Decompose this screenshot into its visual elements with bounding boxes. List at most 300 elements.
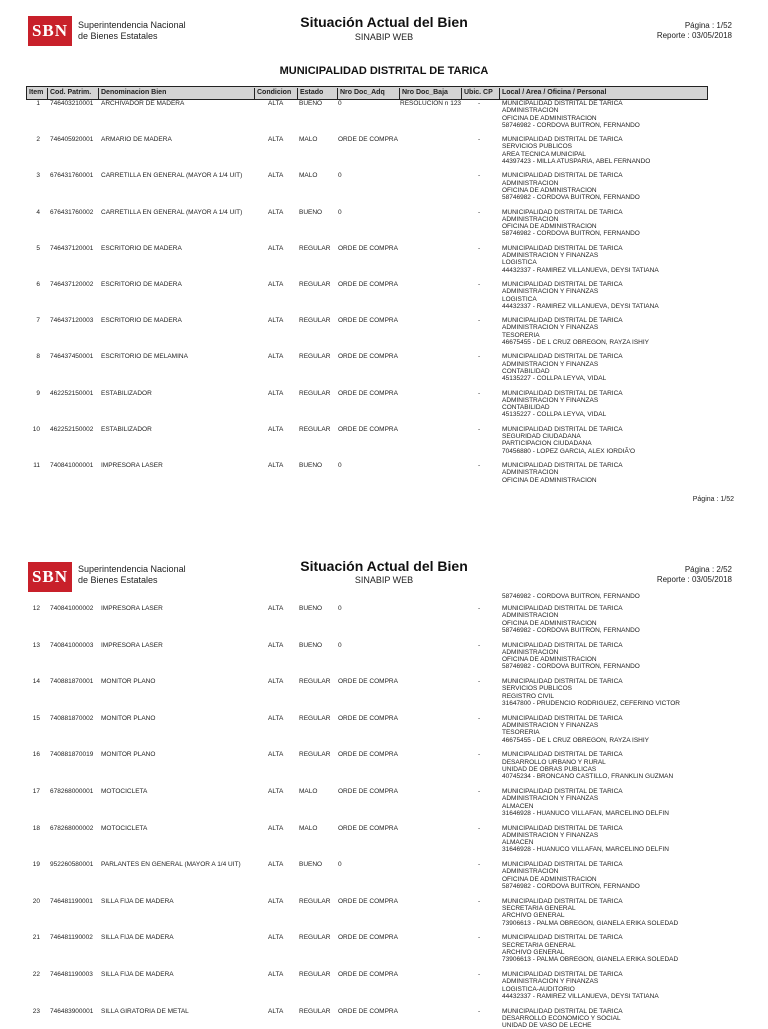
cell-local-area-oficina <box>502 934 707 963</box>
cell-doc-adq: ORDE DE COMPRA <box>338 897 398 905</box>
cell-cod-patrim: 746405920001 <box>50 136 94 144</box>
cell-condicion: ALTA <box>268 100 284 107</box>
col-ubic-cp: Ubic. CP <box>461 88 500 99</box>
cell-ubic-cp: - <box>478 281 481 288</box>
cell-cod-patrim: 746481190002 <box>50 934 93 942</box>
cell-ubic-cp: - <box>478 1007 481 1015</box>
cell-cod-patrim: 746437450001 <box>50 353 94 361</box>
cell-estado: REGULAR <box>299 897 331 905</box>
cell-doc-adq: ORDE DE COMPRA <box>338 317 398 325</box>
location-line: ALMACEN <box>502 802 534 810</box>
cell-denominacion: PARLANTES EN GENERAL (MAYOR A 1/4 UIT) <box>101 861 241 869</box>
cell-estado: MALO <box>299 136 318 144</box>
cell-denominacion: ESCRITORIO DE MELAMINA <box>101 353 188 361</box>
location-line: MUNICIPALIDAD DISTRITAL DE TARICA <box>502 824 623 832</box>
cell-condicion: ALTA <box>268 425 284 433</box>
location-line: 58746982 - CORDOVA BUITRON, FERNANDO <box>502 230 640 238</box>
cell-denominacion: ESCRITORIO DE MADERA <box>101 244 182 252</box>
cell-ubic-cp: - <box>478 100 481 107</box>
cell-ubic-cp: - <box>478 244 481 252</box>
location-line: ADMINISTRACION <box>502 868 559 876</box>
cell-cod-patrim: 678268000001 <box>50 788 94 795</box>
cell-doc-adq: ORDE DE COMPRA <box>338 136 398 144</box>
cell-denominacion: MONITOR PLANO <box>101 714 156 722</box>
location-line: ARCHIVO GENERAL <box>502 948 565 956</box>
institution-line-2: de Bienes Estatales <box>78 575 158 585</box>
location-line: ARCHIVO GENERAL <box>502 912 565 920</box>
cell-item-number: 1 <box>36 100 40 107</box>
cell-item-number: 9 <box>36 389 40 397</box>
location-line: 44432337 - RAMIREZ VILLANUEVA, DEYSI TATIANA <box>502 302 659 310</box>
cell-local-area-oficina <box>502 136 707 165</box>
cell-estado: REGULAR <box>299 281 331 288</box>
cell-local-area-oficina <box>502 1008 707 1029</box>
cell-doc-adq: 0 <box>338 605 342 612</box>
cell-local-area-oficina <box>502 426 707 455</box>
cell-doc-adq: 0 <box>338 100 342 107</box>
cell-estado: REGULAR <box>299 425 331 433</box>
location-line: MUNICIPALIDAD DISTRITAL DE TARICA <box>502 934 623 942</box>
cell-ubic-cp: - <box>478 714 481 722</box>
location-line: MUNICIPALIDAD DISTRITAL DE TARICA <box>502 1007 623 1015</box>
cell-condicion: ALTA <box>268 317 284 325</box>
location-line: 31647800 - PRUDENCIO RODRIGUEZ, CEFERINO VICTOR <box>502 700 680 708</box>
location-line: 58746982 - CORDOVA BUITRON, FERNANDO <box>502 883 640 891</box>
cell-doc-adq: ORDE DE COMPRA <box>338 714 398 722</box>
cell-denominacion: IMPRESORA LASER <box>101 641 163 649</box>
location-line: ADMINISTRACION <box>502 107 559 115</box>
cell-estado: REGULAR <box>299 934 331 942</box>
cell-condicion: ALTA <box>268 462 284 469</box>
cell-cod-patrim: 746437120003 <box>50 317 94 325</box>
cell-local-area-oficina <box>502 317 707 346</box>
cell-denominacion: SILLA FIJA DE MADERA <box>101 897 174 905</box>
institution-line-1: Superintendencia Nacional <box>78 564 186 574</box>
cell-doc-adq: ORDE DE COMPRA <box>338 971 398 978</box>
location-line: 31646928 - HUANUCO VILLAFAN, MARCELINO DELFIN <box>502 809 669 817</box>
location-line: 44432337 - RAMIREZ VILLANUEVA, DEYSI TATIANA <box>502 992 659 1000</box>
sbn-logo: SBN <box>28 16 72 46</box>
location-line: MUNICIPALIDAD DISTRITAL DE TARICA <box>502 897 623 905</box>
location-line: ADMINISTRACION Y FINANZAS <box>502 722 599 730</box>
cell-estado: REGULAR <box>299 389 331 397</box>
cell-condicion: ALTA <box>268 136 284 144</box>
location-line: MUNICIPALIDAD DISTRITAL DE TARICA <box>502 425 623 433</box>
location-line: OFICINA DE ADMINISTRACION <box>502 619 597 627</box>
location-line: MUNICIPALIDAD DISTRITAL DE TARICA <box>502 788 623 795</box>
location-line: 44432337 - RAMIREZ VILLANUEVA, DEYSI TATIANA <box>502 266 659 274</box>
location-line: MUNICIPALIDAD DISTRITAL DE TARICA <box>502 971 623 978</box>
cell-doc-adq: ORDE DE COMPRA <box>338 824 398 832</box>
location-line: 46675455 - DE L CRUZ OBREGON, RAYZA ISHIY <box>502 736 650 744</box>
cell-ubic-cp: - <box>478 788 481 795</box>
cell-local-area-oficina <box>502 462 707 484</box>
cell-cod-patrim: 952260580001 <box>50 861 94 869</box>
cell-denominacion: SILLA GIRATORIA DE METAL <box>101 1007 189 1015</box>
col-doc-baja: Nro Doc_Baja <box>399 88 461 99</box>
cell-item-number: 4 <box>36 208 40 216</box>
cell-doc-adq: 0 <box>338 172 342 180</box>
location-line: 58746982 - CORDOVA BUITRON, FERNANDO <box>502 663 640 671</box>
cell-estado: MALO <box>299 788 318 795</box>
cell-condicion: ALTA <box>268 389 284 397</box>
cell-local-area-oficina <box>502 715 707 744</box>
location-line: LOGISTICA-AUDITORIO <box>502 985 575 993</box>
location-line: TESORERIA <box>502 729 540 737</box>
cell-denominacion: CARRETILLA EN GENERAL (MAYOR A 1/4 UIT) <box>101 208 243 216</box>
location-line: CONTABILIDAD <box>502 404 550 412</box>
location-line: UNIDAD DE OBRAS PUBLICAS <box>502 765 597 773</box>
cell-cod-patrim: 746481190003 <box>50 971 93 978</box>
cell-doc-adq: 0 <box>338 462 342 469</box>
cell-estado: BUENO <box>299 100 323 107</box>
location-line: SERVICIOS PUBLICOS <box>502 685 572 693</box>
cell-local-area-oficina <box>502 390 707 419</box>
location-line: 58746982 - CORDOVA BUITRON, FERNANDO <box>502 626 640 634</box>
cell-cod-patrim: 740881870002 <box>50 714 94 722</box>
cell-denominacion: ARCHIVADOR DE MADERA <box>101 100 185 107</box>
cell-estado: REGULAR <box>299 971 331 978</box>
cell-item-number: 3 <box>36 172 40 180</box>
location-line: OFICINA DE ADMINISTRACION <box>502 114 597 122</box>
cell-denominacion: ESCRITORIO DE MADERA <box>101 317 182 325</box>
location-line: 73906613 - PALMA OBREGON, GIANELA ERIKA SOLEDAD <box>502 956 679 964</box>
location-line: LOGISTICA <box>502 295 537 303</box>
location-line: MUNICIPALIDAD DISTRITAL DE TARICA <box>502 100 623 107</box>
cell-denominacion: MONITOR PLANO <box>101 751 156 759</box>
cell-item-number: 8 <box>36 353 40 361</box>
cell-cod-patrim: 740841000001 <box>50 462 94 469</box>
cell-doc-adq: ORDE DE COMPRA <box>338 934 398 942</box>
cell-doc-adq: ORDE DE COMPRA <box>338 353 398 361</box>
location-line: ADMINISTRACION <box>502 469 559 477</box>
location-line: ADMINISTRACION Y FINANZAS <box>502 831 599 839</box>
col-item: Item <box>29 89 44 96</box>
location-line: PARTICIPACION CIUDADANA <box>502 440 592 448</box>
location-line: 45135227 - COLLPA LEYVA, VIDAL <box>502 411 607 419</box>
location-line: MUNICIPALIDAD DISTRITAL DE TARICA <box>502 136 623 144</box>
location-line: ADMINISTRACION <box>502 612 559 620</box>
cell-estado: BUENO <box>299 605 323 612</box>
location-line: SECRETARIA GENERAL <box>502 941 576 949</box>
cell-condicion: ALTA <box>268 244 284 252</box>
location-line: SECRETARIA GENERAL <box>502 905 576 913</box>
cell-cod-patrim: 746481190001 <box>50 897 93 905</box>
location-line: OFICINA DE ADMINISTRACION <box>502 656 597 664</box>
cell-denominacion: MOTOCICLETA <box>101 824 148 832</box>
cell-condicion: ALTA <box>268 934 284 942</box>
cell-condicion: ALTA <box>268 208 284 216</box>
cell-estado: MALO <box>299 172 318 180</box>
cell-doc-adq: 0 <box>338 208 342 216</box>
col-condicion: Condicion <box>254 88 298 99</box>
cell-estado: MALO <box>299 824 318 832</box>
cell-ubic-cp: - <box>478 317 481 325</box>
cell-denominacion: MONITOR PLANO <box>101 678 156 686</box>
table-header <box>26 86 708 100</box>
cell-denominacion: MOTOCICLETA <box>101 788 148 795</box>
cell-item-number: 22 <box>32 971 40 978</box>
location-line: 46675455 - DE L CRUZ OBREGON, RAYZA ISHIY <box>502 339 650 347</box>
cell-local-area-oficina <box>502 245 707 274</box>
institution-line-1: Superintendencia Nacional <box>78 20 186 30</box>
location-line: ADMINISTRACION Y FINANZAS <box>502 396 599 404</box>
report-subtitle: SINABIP WEB <box>354 32 414 42</box>
cell-item-number: 2 <box>36 136 40 144</box>
location-line: OFICINA DE ADMINISTRACION <box>502 186 597 194</box>
cell-cod-patrim: 462252150001 <box>50 389 94 397</box>
location-line: 45135227 - COLLPA LEYVA, VIDAL <box>502 375 607 383</box>
cell-cod-patrim: 740881870001 <box>50 678 94 686</box>
location-line: ADMINISTRACION Y FINANZAS <box>502 978 599 986</box>
cell-local-area-oficina <box>502 751 707 780</box>
cell-estado: BUENO <box>299 462 323 469</box>
cell-doc-adq: ORDE DE COMPRA <box>338 244 398 252</box>
cell-ubic-cp: - <box>478 605 481 612</box>
cell-cod-patrim: 676431760001 <box>50 172 94 180</box>
cell-local-area-oficina <box>502 281 707 310</box>
location-line: ADMINISTRACION <box>502 215 559 223</box>
col-local: Local / Area / Oficina / Personal <box>499 88 707 99</box>
location-line: OFICINA DE ADMINISTRACION <box>502 875 597 883</box>
location-line: ADMINISTRACION Y FINANZAS <box>502 252 599 260</box>
cell-condicion: ALTA <box>268 714 284 722</box>
location-line: 44397423 - MILLA ATUSPARIA, ABEL FERNANDO <box>502 158 651 166</box>
cell-item-number: 18 <box>32 824 40 832</box>
cell-condicion: ALTA <box>268 281 284 288</box>
cell-condicion: ALTA <box>268 824 284 832</box>
cell-doc-baja: RESOLUCION n 123 <box>400 100 462 107</box>
location-line: SERVICIOS PUBLICOS <box>502 143 572 151</box>
cell-denominacion: ESCRITORIO DE MADERA <box>101 281 182 288</box>
cell-ubic-cp: - <box>478 389 481 397</box>
cell-local-area-oficina <box>502 678 707 707</box>
cell-item-number: 14 <box>32 678 40 686</box>
report-date: Reporte : 03/05/2018 <box>656 31 732 40</box>
cell-estado: REGULAR <box>299 317 331 325</box>
location-line: REGISTRO CIVIL <box>502 692 555 700</box>
cell-ubic-cp: - <box>478 462 481 469</box>
cell-denominacion: IMPRESORA LASER <box>101 462 163 469</box>
location-line: MUNICIPALIDAD DISTRITAL DE TARICA <box>502 861 623 869</box>
cell-cod-patrim: 746437120002 <box>50 281 94 288</box>
institution-line-2: de Bienes Estatales <box>78 31 158 41</box>
location-line: UNIDAD DE VASO DE LECHE <box>502 1022 592 1029</box>
location-line: ADMINISTRACION Y FINANZAS <box>502 288 599 296</box>
page-number: Página : 2/52 <box>684 565 732 574</box>
location-line: MUNICIPALIDAD DISTRITAL DE TARICA <box>502 172 623 180</box>
cell-ubic-cp: - <box>478 172 481 180</box>
cell-cod-patrim: 462252150002 <box>50 425 94 433</box>
cell-condicion: ALTA <box>268 751 284 759</box>
cell-cod-patrim: 746403210001 <box>50 100 94 107</box>
cell-estado: BUENO <box>299 861 323 869</box>
location-line: MUNICIPALIDAD DISTRITAL DE TARICA <box>502 678 623 686</box>
cell-estado: REGULAR <box>299 1007 331 1015</box>
cell-cod-patrim: 676431760002 <box>50 208 94 216</box>
location-line: MUNICIPALIDAD DISTRITAL DE TARICA <box>502 714 623 722</box>
cell-doc-adq: ORDE DE COMPRA <box>338 425 398 433</box>
cell-local-area-oficina <box>502 100 707 129</box>
location-line: MUNICIPALIDAD DISTRITAL DE TARICA <box>502 208 623 216</box>
location-line: ADMINISTRACION <box>502 179 559 187</box>
cell-item-number: 6 <box>36 281 40 288</box>
location-line: MUNICIPALIDAD DISTRITAL DE TARICA <box>502 353 623 361</box>
location-line: 70456880 - LOPEZ GARCIA, ALEX IORDIÃ'O <box>502 447 636 455</box>
cell-ubic-cp: - <box>478 751 481 759</box>
location-line: LOGISTICA <box>502 259 537 267</box>
location-line: ADMINISTRACION Y FINANZAS <box>502 324 599 332</box>
location-line: DESARROLLO ECONOMICO Y SOCIAL <box>502 1014 621 1022</box>
cell-ubic-cp: - <box>478 136 481 144</box>
cell-ubic-cp: - <box>478 861 481 869</box>
cell-item-number: 20 <box>32 897 40 905</box>
cell-condicion: ALTA <box>268 788 284 795</box>
col-estado: Estado <box>297 88 339 99</box>
cell-condicion: ALTA <box>268 861 284 869</box>
cell-ubic-cp: - <box>478 934 481 942</box>
cell-doc-adq: ORDE DE COMPRA <box>338 678 398 686</box>
cell-denominacion: CARRETILLA EN GENERAL (MAYOR A 1/4 UIT) <box>101 172 243 180</box>
cell-item-number: 10 <box>32 425 40 433</box>
cell-estado: BUENO <box>299 208 323 216</box>
location-line: 40745234 - BRONCANO CASTILLO, FRANKLIN GUZMAN <box>502 773 674 781</box>
cell-item-number: 15 <box>32 714 40 722</box>
cell-local-area-oficina <box>502 788 707 817</box>
location-line: MUNICIPALIDAD DISTRITAL DE TARICA <box>502 244 623 252</box>
page-info <box>657 565 732 585</box>
cell-condicion: ALTA <box>268 897 284 905</box>
report-title: Situación Actual del Bien <box>300 558 468 574</box>
location-line: ADMINISTRACION Y FINANZAS <box>502 360 599 368</box>
continuation-line: 58746982 - CORDOVA BUITRON, FERNANDO <box>502 593 640 600</box>
location-line: MUNICIPALIDAD DISTRITAL DE TARICA <box>502 389 623 397</box>
cell-doc-adq: ORDE DE COMPRA <box>338 788 398 795</box>
location-line: MUNICIPALIDAD DISTRITAL DE TARICA <box>502 462 623 469</box>
cell-doc-adq: 0 <box>338 641 342 649</box>
cell-estado: REGULAR <box>299 714 331 722</box>
cell-ubic-cp: - <box>478 208 481 216</box>
cell-item-number: 5 <box>36 244 40 252</box>
cell-local-area-oficina <box>502 353 707 382</box>
cell-local-area-oficina <box>502 209 707 238</box>
location-line: 73906613 - PALMA OBREGON, GIANELA ERIKA SOLEDAD <box>502 919 679 927</box>
cell-cod-patrim: 740841000002 <box>50 605 94 612</box>
sbn-logo: SBN <box>28 562 72 592</box>
cell-ubic-cp: - <box>478 353 481 361</box>
location-line: 58746982 - CORDOVA BUITRON, FERNANDO <box>502 121 640 129</box>
cell-ubic-cp: - <box>478 425 481 433</box>
report-title: Situación Actual del Bien <box>300 14 468 30</box>
location-line: MUNICIPALIDAD DISTRITAL DE TARICA <box>502 605 623 612</box>
page-number: Página : 1/52 <box>684 21 732 30</box>
cell-denominacion: ARMARIO DE MADERA <box>101 136 172 144</box>
cell-cod-patrim: 740841000003 <box>50 641 94 649</box>
cell-ubic-cp: - <box>478 641 481 649</box>
cell-estado: REGULAR <box>299 244 331 252</box>
cell-denominacion: IMPRESORA LASER <box>101 605 163 612</box>
cell-estado: REGULAR <box>299 751 331 759</box>
location-line: MUNICIPALIDAD DISTRITAL DE TARICA <box>502 317 623 325</box>
cell-ubic-cp: - <box>478 824 481 832</box>
col-doc-adq: Nro Doc_Adq <box>337 88 400 99</box>
col-cod-patrim: Cod. Patrim. <box>47 88 99 99</box>
cell-estado: REGULAR <box>299 678 331 686</box>
report-page-2 <box>0 548 768 1029</box>
cell-local-area-oficina <box>502 825 707 854</box>
cell-denominacion: SILLA FIJA DE MADERA <box>101 934 174 942</box>
cell-item-number: 16 <box>32 751 40 759</box>
location-line: ADMINISTRACION <box>502 648 559 656</box>
cell-local-area-oficina <box>502 172 707 201</box>
report-date: Reporte : 03/05/2018 <box>656 575 732 584</box>
location-line: OFICINA DE ADMINISTRACION <box>502 476 597 484</box>
cell-denominacion: ESTABILIZADOR <box>101 389 152 397</box>
location-line: MUNICIPALIDAD DISTRITAL DE TARICA <box>502 281 623 288</box>
location-line: AREA TECNICA MUNICIPAL <box>502 150 586 158</box>
cell-ubic-cp: - <box>478 897 481 905</box>
cell-item-number: 12 <box>32 605 40 612</box>
cell-doc-adq: ORDE DE COMPRA <box>338 281 398 288</box>
cell-condicion: ALTA <box>268 605 284 612</box>
cell-item-number: 19 <box>32 861 40 869</box>
cell-doc-adq: 0 <box>338 861 342 869</box>
location-line: DESARROLLO URBANO Y RURAL <box>502 758 606 766</box>
cell-item-number: 11 <box>33 462 40 469</box>
cell-doc-adq: ORDE DE COMPRA <box>338 389 398 397</box>
cell-condicion: ALTA <box>268 641 284 649</box>
cell-item-number: 23 <box>32 1007 40 1015</box>
location-line: 31646928 - HUANUCO VILLAFAN, MARCELINO DELFIN <box>502 846 669 854</box>
location-line: ALMACEN <box>502 839 534 847</box>
col-denominacion: Denominacion Bien <box>98 88 254 99</box>
cell-denominacion: SILLA FIJA DE MADERA <box>101 971 174 978</box>
cell-item-number: 13 <box>32 641 40 649</box>
cell-denominacion: ESTABILIZADOR <box>101 425 152 433</box>
location-line: MUNICIPALIDAD DISTRITAL DE TARICA <box>502 751 623 759</box>
location-line: SEGURIDAD CIUDADANA <box>502 433 581 441</box>
cell-ubic-cp: - <box>478 678 481 686</box>
cell-estado: BUENO <box>299 641 323 649</box>
location-line: TESORERIA <box>502 331 540 339</box>
location-line: ADMINISTRACION Y FINANZAS <box>502 795 599 803</box>
cell-doc-adq: ORDE DE COMPRA <box>338 751 398 759</box>
cell-local-area-oficina <box>502 898 707 927</box>
cell-condicion: ALTA <box>268 971 284 978</box>
cell-local-area-oficina <box>502 605 707 634</box>
cell-estado: REGULAR <box>299 353 331 361</box>
cell-doc-adq: ORDE DE COMPRA <box>338 1007 398 1015</box>
location-line: CONTABILIDAD <box>502 367 550 375</box>
cell-local-area-oficina <box>502 971 707 1000</box>
cell-condicion: ALTA <box>268 353 284 361</box>
cell-item-number: 7 <box>36 317 40 325</box>
location-line: 58746982 - CORDOVA BUITRON, FERNANDO <box>502 194 640 202</box>
cell-cod-patrim: 678268000002 <box>50 824 94 832</box>
cell-local-area-oficina <box>502 861 707 890</box>
cell-condicion: ALTA <box>268 678 284 686</box>
entity-name: MUNICIPALIDAD DISTRITAL DE TARICA <box>279 65 489 77</box>
cell-item-number: 17 <box>32 788 40 795</box>
location-line: MUNICIPALIDAD DISTRITAL DE TARICA <box>502 641 623 649</box>
cell-cod-patrim: 746483900001 <box>50 1007 94 1015</box>
location-line: OFICINA DE ADMINISTRACION <box>502 223 597 231</box>
cell-cod-patrim: 746437120001 <box>50 244 94 252</box>
page-info <box>657 21 732 41</box>
report-subtitle: SINABIP WEB <box>354 575 414 585</box>
cell-condicion: ALTA <box>268 172 284 180</box>
cell-local-area-oficina <box>502 642 707 671</box>
